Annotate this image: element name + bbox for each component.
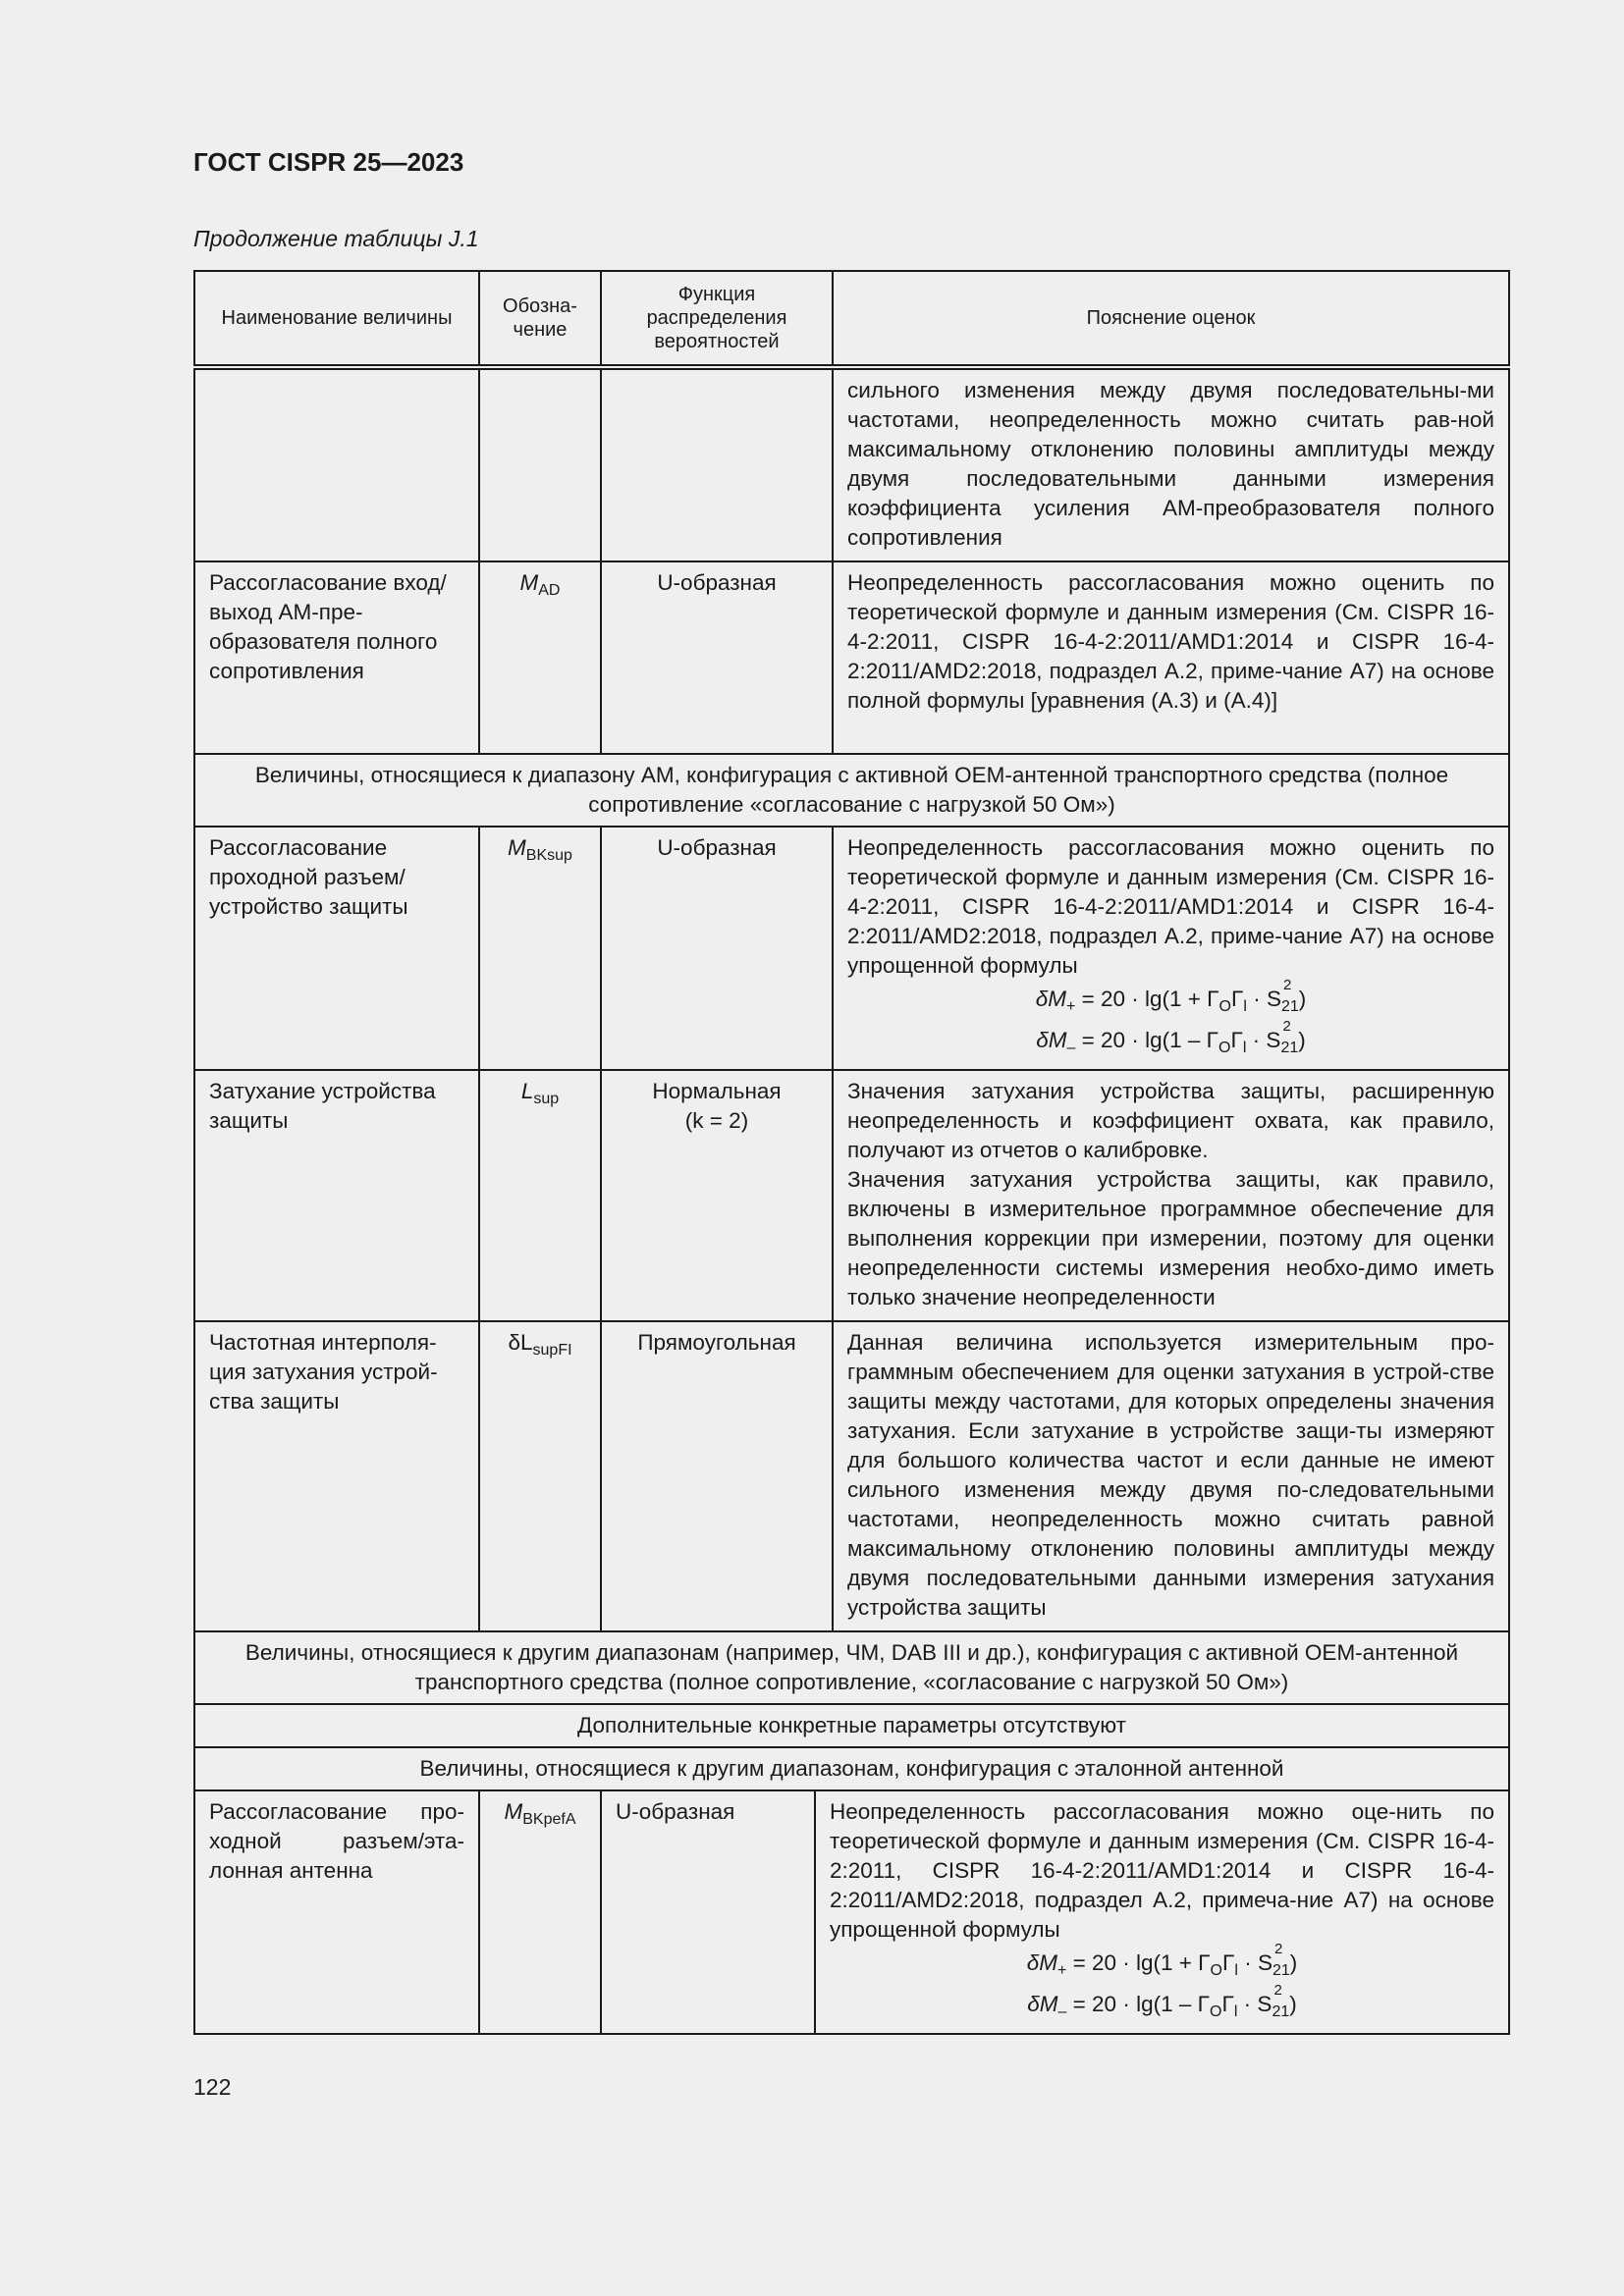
row-distribution: U-образная <box>602 1791 816 2033</box>
table-row <box>194 367 1509 561</box>
row-name: Рассогласование вход/выход АМ-пре-образователя полного сопротивления <box>194 561 479 754</box>
row-name: Затухание устройства защиты <box>194 1070 479 1321</box>
formula-minus: $\delta M_- = 20 \cdot \lg(1 - \Gamma_O\Gamma_l \cdot S$ 2 $_{21}$) <box>1027 1982 1297 2020</box>
table-caption: Продолжение таблицы J.1 <box>193 226 479 251</box>
row-explanation: U-образная Неопределенность рассогласования можно оце-нить по теоретической формуле и данным измерения (См. CISPR 16-4-2:2011, CISPR 16-4-2:2011/AMD1:2014 и CISPR 16-4-2:2011/AMD2:2018, подраздел А.2, примеча-ние А7) на основе упрощенной формулы $\delta M_+ = 20 \cdot \lg(1 + \Gamma_O\Gamma_l \cdot S$ 2 $_{21}$) $\delta M_- = 20 \cdot \lg(1 - \Gamma_O\Gamma_l \cdot S$ 2 $_{21}$) <box>601 1790 1509 2034</box>
section-row <box>194 1747 1509 1790</box>
section-row <box>194 1631 1509 1704</box>
row-distribution: Прямоугольная <box>601 1321 833 1631</box>
section-row <box>194 754 1509 827</box>
table-row <box>194 1790 1509 2034</box>
page-number: 122 <box>193 2074 232 2100</box>
row-name: Частотная интерполя-ция затухания устрой-ства защиты <box>194 1321 479 1631</box>
formula-plus: $\delta M_+ = 20 \cdot \lg(1 + \Gamma_O\Gamma_l \cdot S$ 2 $_{21}$) <box>1035 977 1307 1015</box>
row-symbol: $L_{sup}$ <box>479 1070 601 1321</box>
col-header-symbol: Обозна-чение <box>479 271 601 367</box>
section-heading: Величины, относящиеся к диапазону АМ, конфигурация с активной ОЕМ-антенной транспортного средства (полное сопротивление «согласование с нагрузкой 50 Ом») <box>194 754 1509 827</box>
col-header-distribution: Функция распределения вероятностей <box>601 271 833 367</box>
uncertainty-table <box>193 270 1510 2035</box>
row-symbol: $\delta L_{supFI}$ <box>479 1321 601 1631</box>
section-heading: Дополнительные конкретные параметры отсутствуют <box>194 1704 1509 1747</box>
col-header-name: Наименование величины <box>194 271 479 367</box>
row-distribution: Нормальная (k = 2) <box>601 1070 833 1321</box>
table-row <box>194 1070 1509 1321</box>
section-heading: Величины, относящиеся к другим диапазонам, конфигурация с эталонной антенной <box>194 1747 1509 1790</box>
table-row <box>194 1321 1509 1631</box>
document-header: ГОСТ CISPR 25—2023 <box>193 147 464 177</box>
row-distribution: U-образная <box>601 561 833 754</box>
row-explanation: сильного изменения между двумя последовательны-ми частотами, неопределенность можно считать рав-ной максимальному отклонению половины амплитуды между двумя последовательными данными измерения коэффициента усиления АМ-преобразователя полного сопротивления <box>833 367 1509 561</box>
formula-minus: $\delta M_- = 20 \cdot \lg(1 - \Gamma_O\Gamma_l \cdot S$ 2 $_{21}$) <box>1036 1018 1306 1056</box>
row-explanation: Значения затухания устройства защиты, расширенную неопределенность и коэффициент охвата, как правило, получают из отчетов о калибровке. Значения затухания устройства защиты, как правило, включены в измерительное программное обеспечение для выполнения коррекции при измерении, поэтому для оценки неопределенности системы измерения необхо-димо иметь только значение неопределенности <box>833 1070 1509 1321</box>
row-explanation: Данная величина используется измерительным про-граммным обеспечением для оценки затухания в устрой-стве защиты между частотами, для которых определены значения затухания. Если затухание в устройстве защи-ты измеряют для большого количества частот и если данные не имеют сильного изменения между двумя по-следовательными частотами, неопределенность можно считать равной максимальному отклонению половины амплитуды между двумя последовательными данными измерения затухания устройства защиты <box>833 1321 1509 1631</box>
col-header-explanation: Пояснение оценок <box>833 271 1509 367</box>
row-name: Рассогласование проходной разъем/ устройство защиты <box>194 827 479 1070</box>
row-symbol: $M_{AD}$ <box>479 561 601 754</box>
row-symbol: $M_{BKsup}$ <box>479 827 601 1070</box>
row-distribution: U-образная <box>601 827 833 1070</box>
row-symbol: $M_{BKpefA}$ <box>479 1790 601 2034</box>
row-explanation: Неопределенность рассогласования можно оценить по теоретической формуле и данным измерения (См. CISPR 16-4-2:2011, CISPR 16-4-2:2011/AMD1:2014 и CISPR 16-4-2:2011/AMD2:2018, подраздел А.2, приме-чание А7) на основе полной формулы [уравнения (А.3) и (А.4)] <box>833 561 1509 754</box>
row-explanation: Неопределенность рассогласования можно оценить по теоретической формуле и данным измерения (См. CISPR 16-4-2:2011, CISPR 16-4-2:2011/AMD1:2014 и CISPR 16-4-2:2011/AMD2:2018, подраздел А.2, приме-чание А7) на основе упрощенной формулы $\delta M_+ = 20 \cdot \lg(1 + \Gamma_O\Gamma_l \cdot S$ 2 $_{21}$) $\delta M_- = 20 \cdot \lg(1 - \Gamma_O\Gamma_l \cdot S$ 2 $_{21}$) <box>833 827 1509 1070</box>
table-header-row <box>194 271 1509 367</box>
section-heading: Величины, относящиеся к другим диапазонам (например, ЧМ, DAB III и др.), конфигурация с активной ОЕМ-антенной транспортного средства (полное сопротивление, «согласование с нагрузкой 50 Ом») <box>194 1631 1509 1704</box>
row-name: Рассогласование про-ходной разъем/эта-лонная антенна <box>194 1790 479 2034</box>
table-row <box>194 561 1509 754</box>
section-row <box>194 1704 1509 1747</box>
table-row <box>194 827 1509 1070</box>
formula-plus: $\delta M_+ = 20 \cdot \lg(1 + \Gamma_O\Gamma_l \cdot S$ 2 $_{21}$) <box>1026 1941 1298 1979</box>
